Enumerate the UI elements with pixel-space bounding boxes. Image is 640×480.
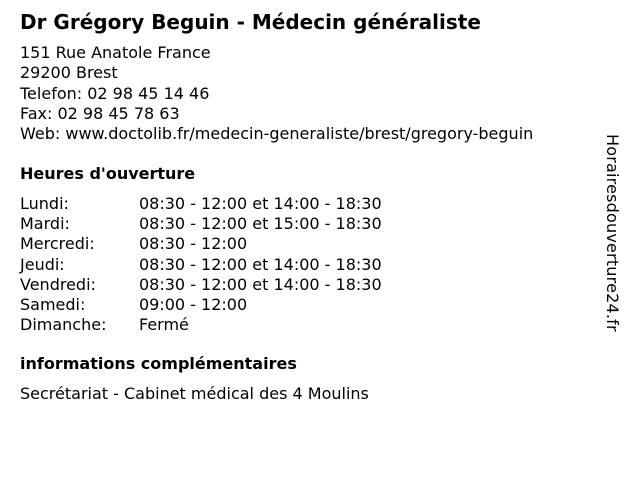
opening-hours-heading: Heures d'ouverture — [20, 164, 196, 183]
hours-time: 08:30 - 12:00 et 14:00 - 18:30 — [139, 194, 382, 213]
site-watermark: Horairesdouverture24.fr — [603, 134, 622, 332]
address-street: 151 Rue Anatole France — [20, 43, 211, 62]
hours-day: Mardi: — [20, 214, 70, 234]
phone-number: Telefon: 02 98 45 14 46 — [20, 83, 210, 103]
hours-time: 08:30 - 12:00 et 15:00 - 18:30 — [139, 214, 382, 234]
hours-day: Mercredi: — [20, 234, 95, 254]
hours-time: 09:00 - 12:00 — [139, 294, 248, 314]
hours-day: Lundi: — [20, 194, 69, 213]
additional-info-heading: informations complémentaires — [20, 354, 297, 373]
page-title: Dr Grégory Beguin - Médecin généraliste — [20, 10, 481, 34]
hours-time: 08:30 - 12:00 et 14:00 - 18:30 — [139, 254, 382, 274]
hours-day: Dimanche: — [20, 315, 107, 335]
hours-day: Samedi: — [20, 294, 86, 314]
fax-number: Fax: 02 98 45 78 63 — [20, 103, 180, 123]
hours-time: 08:30 - 12:00 — [139, 234, 248, 254]
hours-time: 08:30 - 12:00 et 14:00 - 18:30 — [139, 274, 382, 294]
hours-day: Jeudi: — [20, 254, 65, 274]
address-city: 29200 Brest — [20, 63, 118, 83]
additional-info-text: Secrétariat - Cabinet médical des 4 Moulins — [20, 384, 369, 403]
contact-block — [20, 43, 533, 144]
hours-day: Vendredi: — [20, 274, 96, 294]
website-link: Web: www.doctolib.fr/medecin-generaliste/brest/gregory-beguin — [20, 124, 534, 144]
hours-time: Fermé — [139, 315, 189, 335]
